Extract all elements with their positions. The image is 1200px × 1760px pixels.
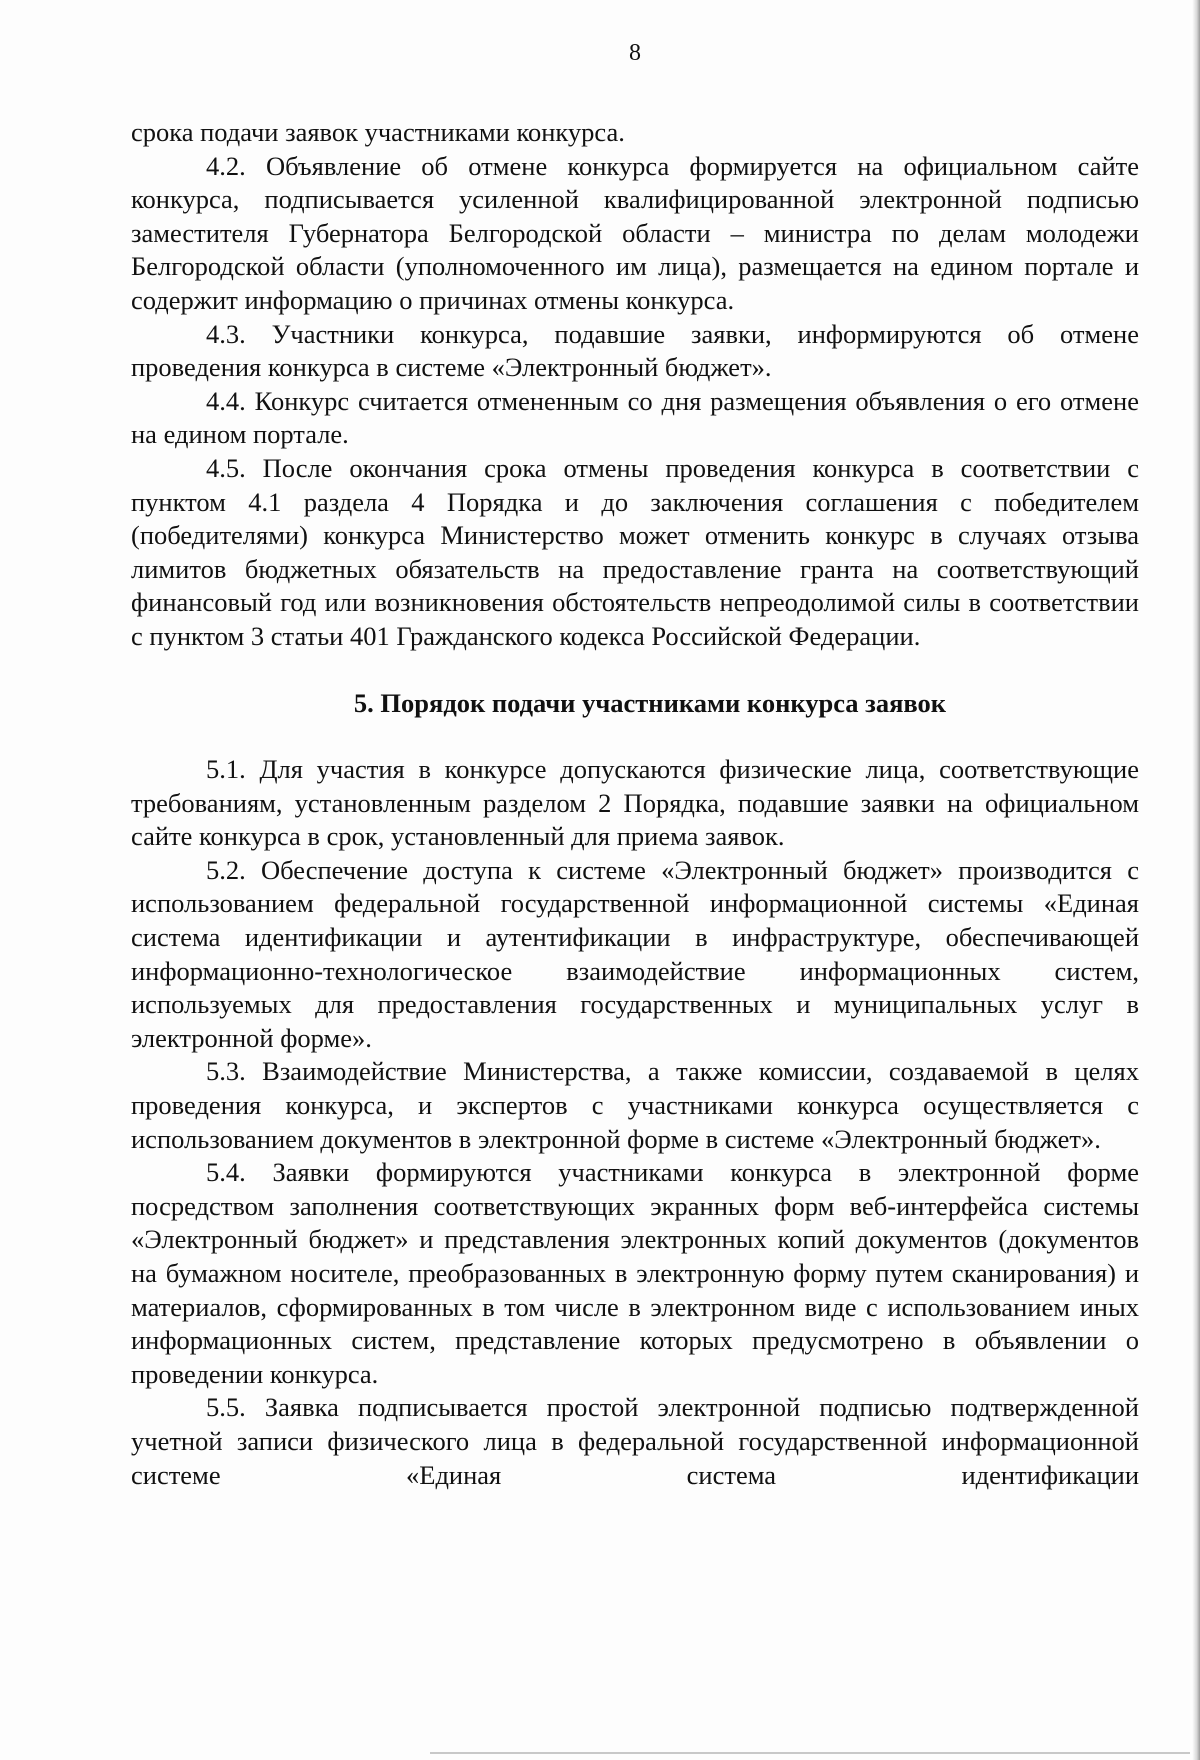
paragraph-continuation: срока подачи заявок участниками конкурса.	[131, 117, 625, 147]
paragraph-5-1: 5.1. Для участия в конкурсе допускаются физические лица, соответствующие требованиям, установленным разделом 2 Порядка, подавшие заявки на официальном сайте конкурса в срок, установленный для приема заявок.	[131, 754, 1139, 852]
scan-bottom-line	[430, 1752, 1190, 1754]
scan-edge-shadow	[1192, 0, 1200, 1760]
paragraph-5-5: 5.5. Заявка подписывается простой электронной подписью подтвержденной учетной записи физического лица в федеральной государственной информационной системе «Единая система идентификации	[131, 1392, 1139, 1490]
section-5-title: 5. Порядок подачи участниками конкурса заявок	[353, 687, 947, 718]
paragraph-4-3: 4.3. Участники конкурса, подавшие заявки, информируются об отмене проведения конкурса в системе «Электронный бюджет».	[131, 318, 1139, 383]
paragraph-4-2: 4.2. Объявление об отмене конкурса формируется на официальном сайте конкурса, подписывается усиленной квалифицированной электронной подписью заместителя Губернатора Белгородской области – министра по делам молодежи Белгородской области (уполномоченного им лица), размещается на едином портале и содержит информацию о причинах отмены конкурса.	[131, 150, 1139, 315]
paragraph-4-5: 4.5. После окончания срока отмены проведения конкурса в соответствии с пунктом 4.1 раздела 4 Порядка и до заключения соглашения с победителем (победителями) конкурса Министерство может отменить конкурс в случаях отзыва лимитов бюджетных обязательств на предоставление гранта на соответствующий финансовый год или возникновения обстоятельств непреодолимой силы в соответствии с пунктом 3 статьи 401 Гражданского кодекса Российской Федерации.	[131, 452, 1139, 651]
paragraph-5-2: 5.2. Обеспечение доступа к системе «Электронный бюджет» производится с использованием федеральной государственной информационной системы «Единая система идентификации и аутентификации в инфраструктуре, обеспечивающей информационно-технологическое взаимодействие информационных систем, используемых для предоставления государственных и муниципальных услуг в электронной форме».	[131, 854, 1139, 1053]
document-body	[131, 116, 1139, 1492]
paragraph-4-4: 4.4. Конкурс считается отмененным со дня размещения объявления о его отмене на едином портале.	[131, 385, 1139, 450]
page-number: 8	[629, 40, 641, 66]
paragraph-5-4: 5.4. Заявки формируются участниками конкурса в электронной форме посредством заполнения соответствующих экранных форм веб-интерфейса системы «Электронный бюджет» и представления электронных копий документов (документов на бумажном носителе, преобразованных в электронную форму путем сканирования) и материалов, сформированных в том числе в электронном виде с использованием иных информационных систем, представление которых предусмотрено в объявлении о проведении конкурса.	[131, 1157, 1139, 1389]
paragraph-5-3: 5.3. Взаимодействие Министерства, а также комиссии, создаваемой в целях проведения конкурса, и экспертов с участниками конкурса осуществляется с использованием документов в электронной форме в системе «Электронный бюджет».	[131, 1056, 1139, 1154]
